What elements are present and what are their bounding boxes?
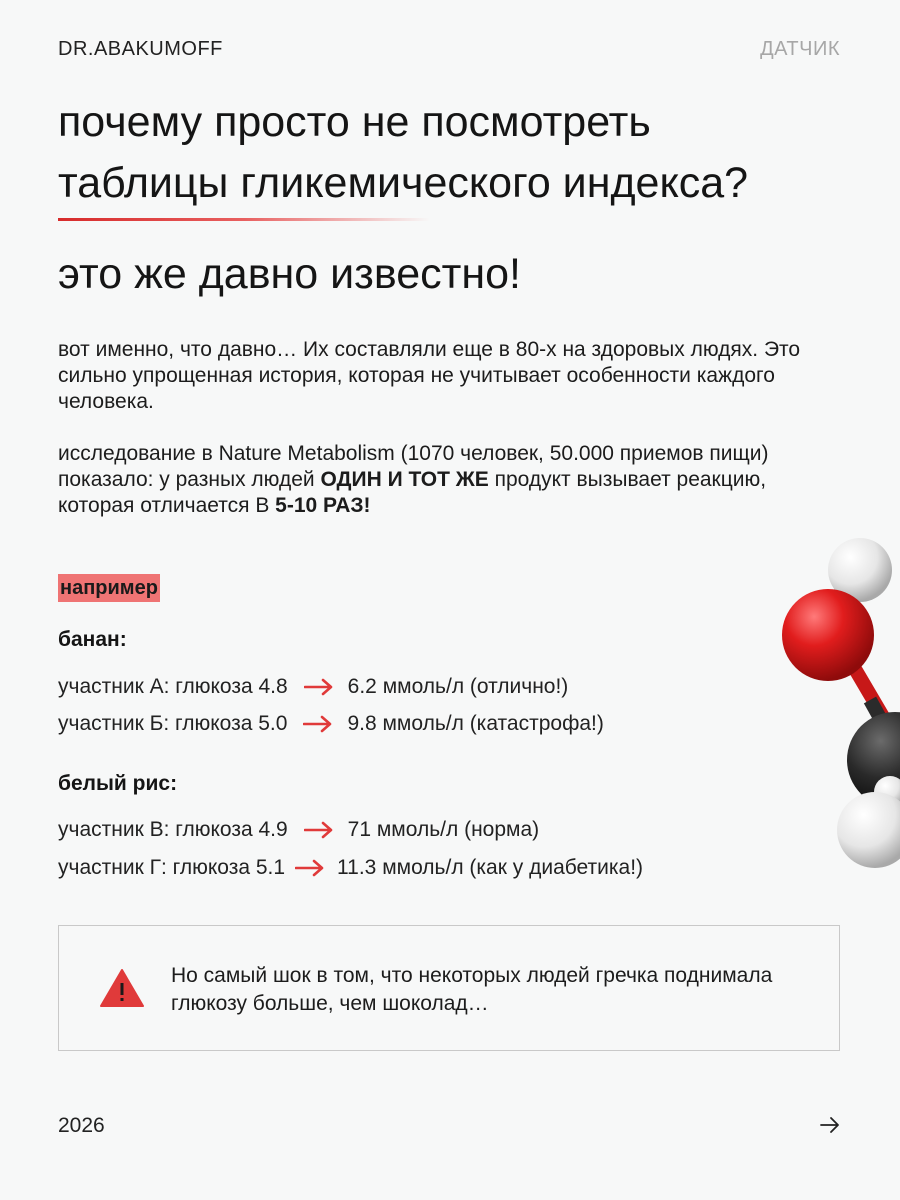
result-before: участник Г: глюкоза 5.1 — [58, 856, 286, 879]
arrow-right-icon — [295, 859, 325, 877]
result-after: 11.3 ммоль/л (как у диабетика!) — [337, 856, 644, 879]
molecule-illustration — [770, 530, 900, 880]
study-text-1: исследование в Nature Metabolism (1070 человек, 50.000 приемов пищи) показало: у разных людей — [58, 442, 769, 491]
result-after: 71 ммоль/л (норма) — [347, 818, 540, 841]
result-before: участник Б: глюкоза 5.0 — [58, 712, 288, 735]
section-heading-banana: банан: — [58, 628, 127, 651]
callout-text: Но самый шок в том, что некоторых людей гречка поднимала глюкозу больше, чем шоколад… — [171, 964, 773, 1015]
study-paragraph — [58, 441, 828, 519]
brand: DR.ABAKUMOFF — [58, 38, 223, 60]
result-after: 9.8 ммоль/л (катастрофа!) — [347, 712, 604, 735]
callout-box — [58, 925, 840, 1051]
result-row — [58, 856, 643, 880]
warning-icon — [99, 968, 145, 1008]
accent-divider — [58, 218, 430, 221]
result-row — [58, 818, 539, 842]
study-bold-2: 5-10 РАЗ! — [275, 494, 371, 517]
arrow-right-icon[interactable] — [820, 1116, 840, 1134]
result-before: участник А: глюкоза 4.8 — [58, 675, 288, 698]
result-row — [58, 675, 568, 699]
study-text-2: продукт вызывает реакцию, которая отличается В — [58, 468, 767, 517]
intro-paragraph: вот именно, что давно… Их составляли еще в 80-х на здоровых людях. Это сильно упрощенная история, которая не учитывает особенности каждого человека. — [58, 338, 801, 413]
footer-year: 2026 — [58, 1114, 105, 1137]
section-tag: ДАТЧИК — [760, 38, 840, 60]
title-line-1: почему просто не посмотреть — [58, 98, 651, 146]
study-bold-1: ОДИН И ТОТ ЖЕ — [320, 468, 489, 491]
arrow-right-icon — [304, 678, 334, 696]
page-title — [58, 92, 858, 214]
arrow-right-icon — [303, 715, 333, 733]
result-after: 6.2 ммоль/л (отлично!) — [347, 675, 569, 698]
result-before: участник В: глюкоза 4.9 — [58, 818, 288, 841]
section-heading-rice: белый рис: — [58, 772, 178, 795]
arrow-right-icon — [304, 821, 334, 839]
example-highlight: например — [58, 574, 160, 602]
title-line-2: таблицы гликемического индекса? — [58, 159, 749, 207]
result-row — [58, 712, 604, 736]
subtitle: это же давно известно! — [58, 250, 521, 298]
